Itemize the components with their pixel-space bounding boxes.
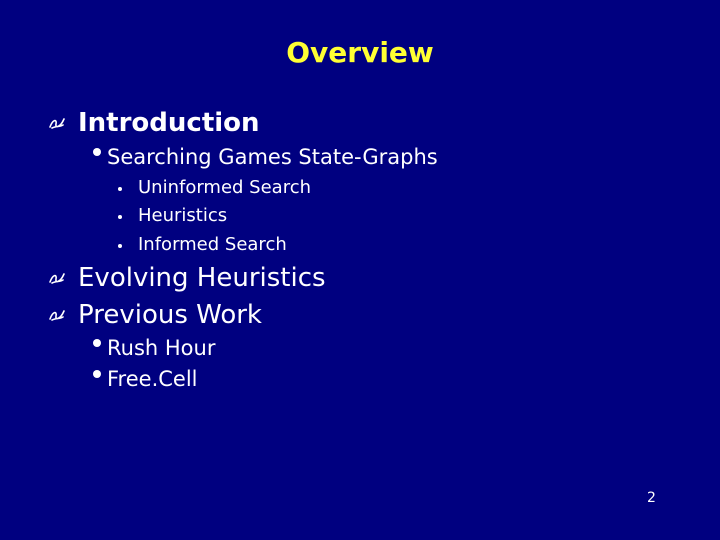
bullet-label: Searching Games State-Graphs [107, 145, 438, 169]
scroll-bullet-icon [48, 271, 66, 285]
dot-bullet-icon [93, 339, 101, 347]
dot-bullet-icon [93, 370, 101, 378]
bullet-item-previous-work [48, 300, 262, 330]
bullet-item-introduction [48, 108, 260, 138]
slide-title: Overview [286, 36, 434, 69]
bullet-item-searching-games [93, 145, 438, 169]
bullet-label: Free.Cell [107, 367, 198, 391]
dot-bullet-icon [93, 148, 101, 156]
bullet-item-freecell [93, 367, 198, 391]
bullet-label: Evolving Heuristics [78, 263, 326, 293]
bullet-label: Previous Work [78, 300, 262, 330]
bullet-item-evolving-heuristics [48, 263, 326, 293]
bullet-item-informed-search [118, 234, 287, 255]
bullet-label: Informed Search [138, 234, 287, 255]
bullet-label: Rush Hour [107, 336, 216, 360]
bullet-item-heuristics [118, 205, 227, 226]
bullet-item-rush-hour [93, 336, 215, 360]
small-dot-bullet-icon [118, 215, 122, 219]
scroll-bullet-icon [48, 308, 66, 322]
bullet-label: Uninformed Search [138, 177, 312, 198]
small-dot-bullet-icon [118, 187, 122, 191]
page-number: 2 [647, 490, 656, 506]
bullet-label: Introduction [78, 108, 260, 138]
bullet-label: Heuristics [138, 205, 228, 226]
small-dot-bullet-icon [118, 244, 122, 248]
bullet-item-uninformed-search [118, 177, 311, 198]
scroll-bullet-icon [48, 116, 66, 130]
